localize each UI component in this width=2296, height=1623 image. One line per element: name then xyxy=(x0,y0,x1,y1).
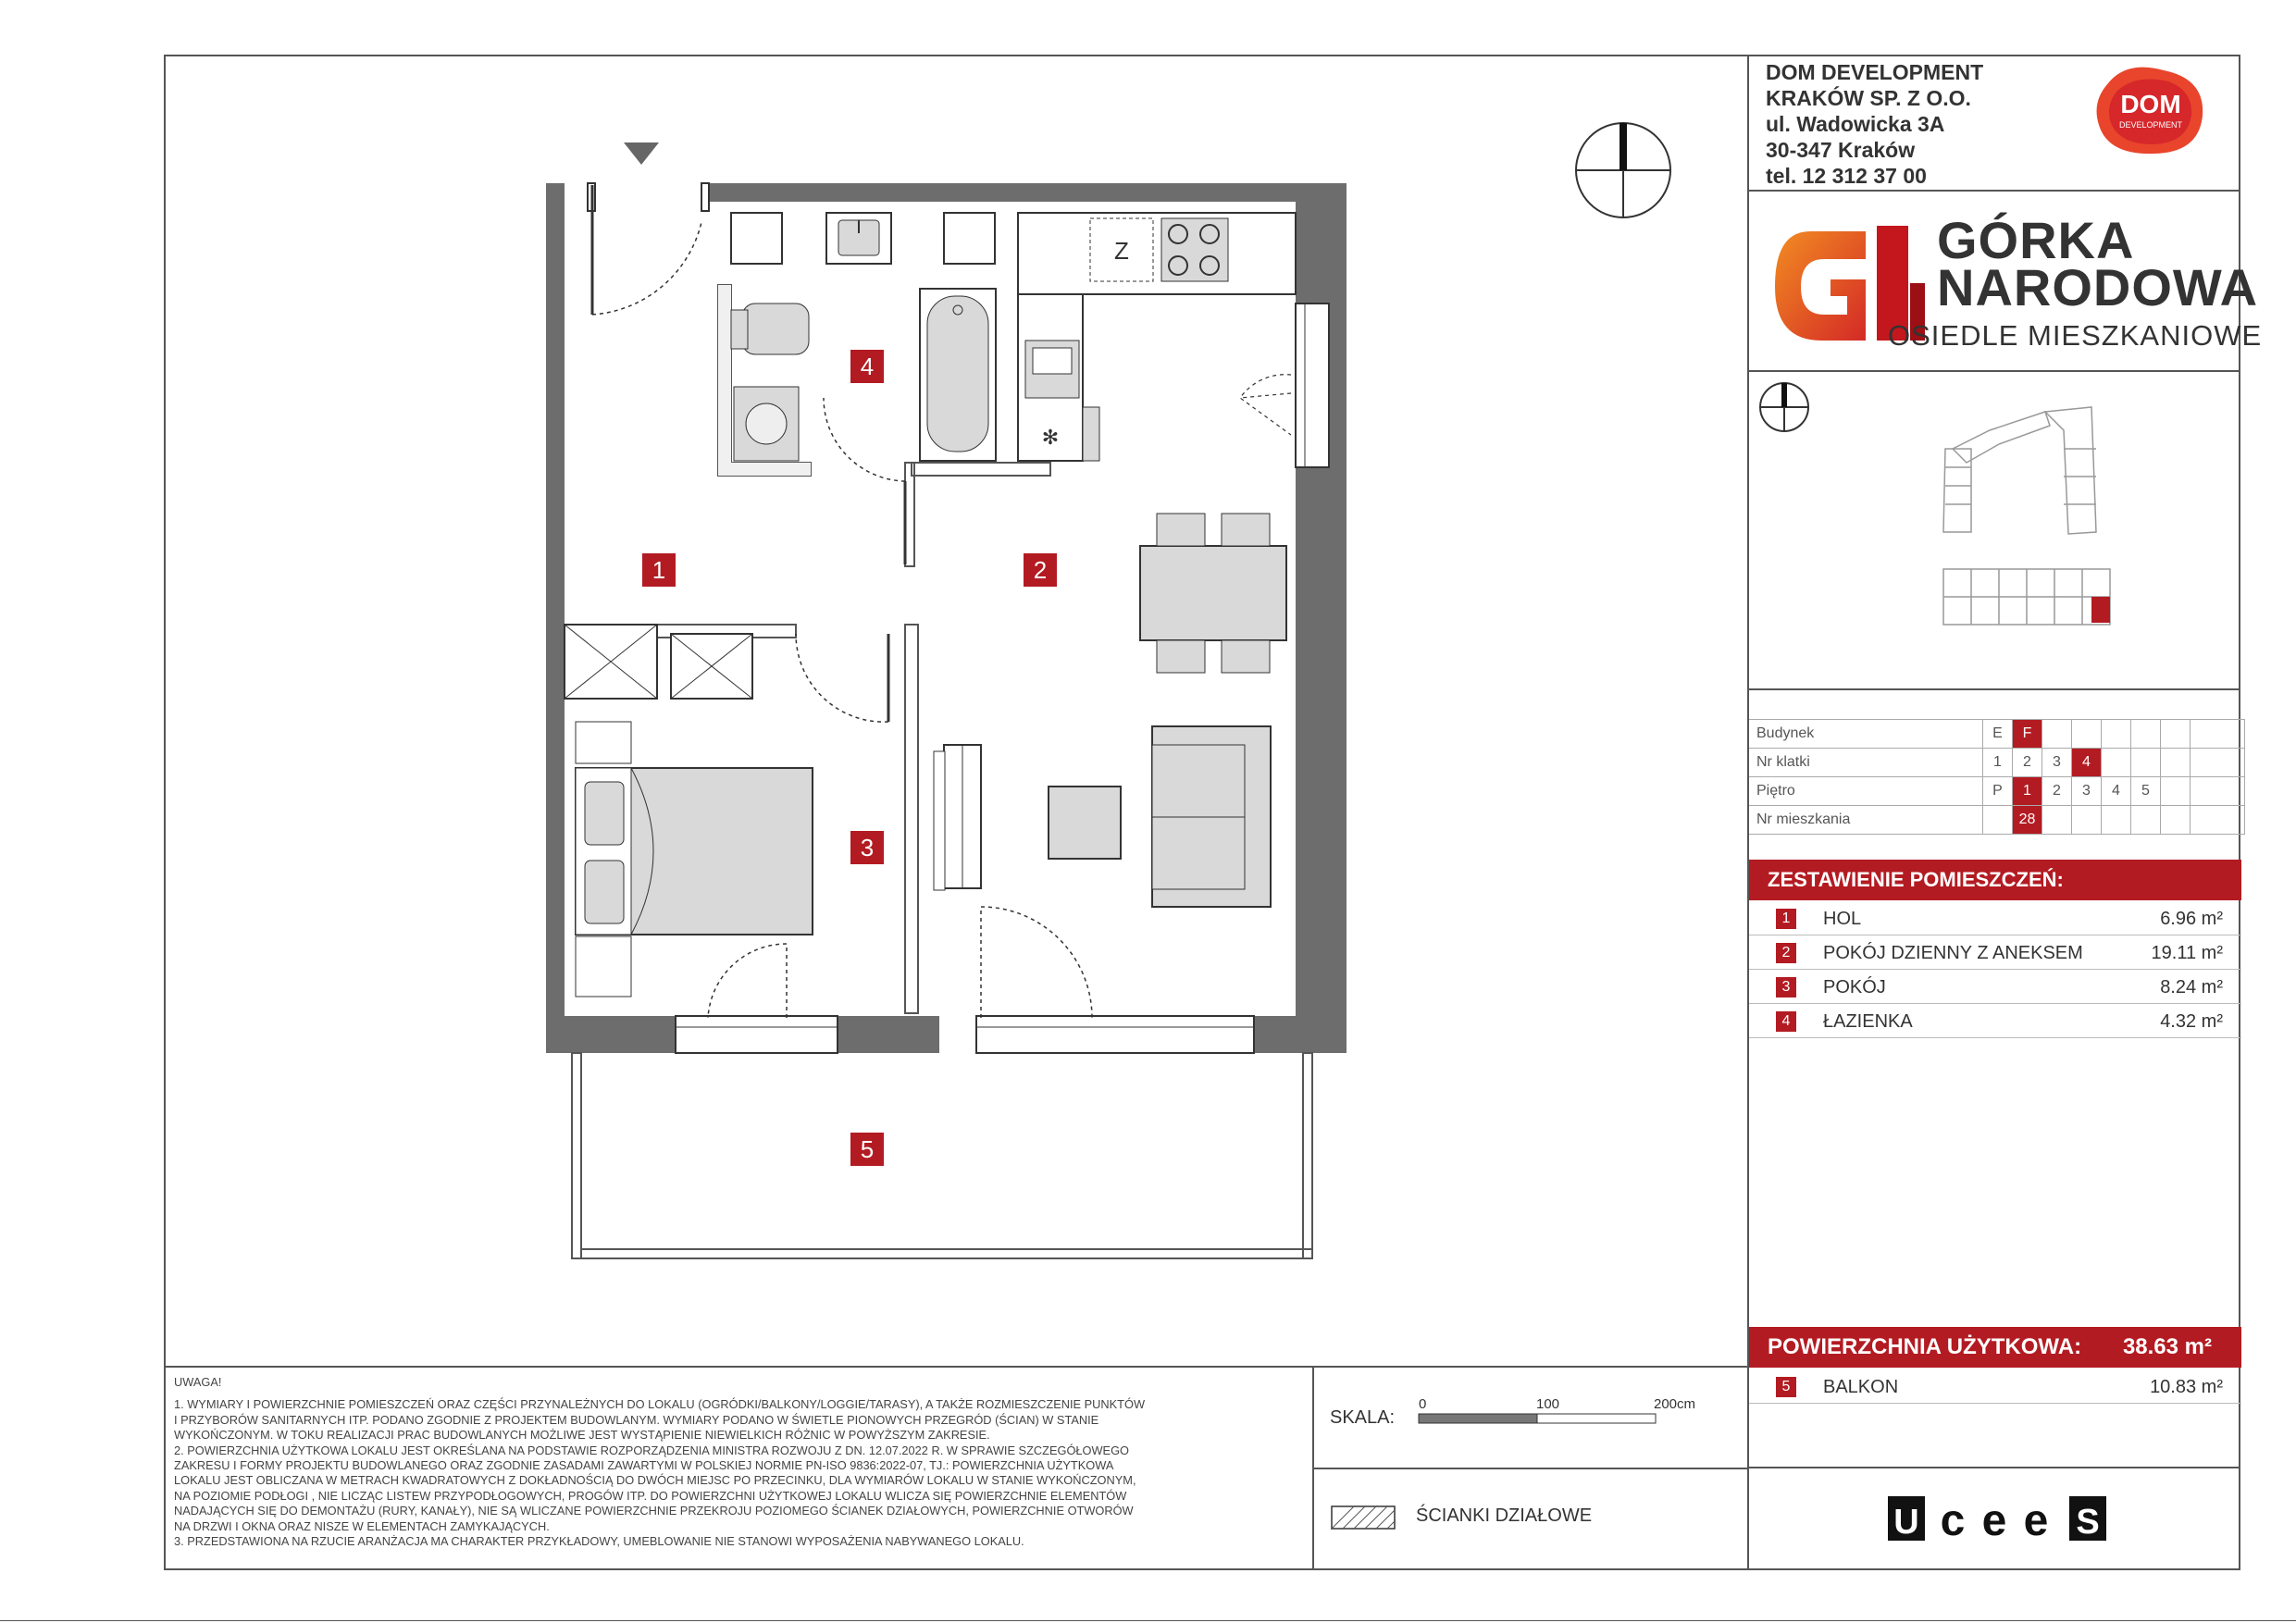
dining-table xyxy=(1140,546,1286,640)
room-number: 2 xyxy=(1776,943,1796,963)
notes-line: 1. WYMIARY I POWIERZCHNIE POMIESZCZEŃ ORAZ CZĘŚCI PRZYNALEŻNYCH DO LOKALU (OGRÓDKI/BALKONY/LOGGIE/TARASY), A TAKŻE ROZMIESZCZENIE PUNKTÓW xyxy=(174,1397,1146,1412)
plan-label-5: 5 xyxy=(850,1133,884,1166)
locator-cell xyxy=(2131,749,2161,777)
locator-label: Budynek xyxy=(1749,720,1983,749)
locator-label: Nr mieszkania xyxy=(1749,806,1983,835)
north-arrow-icon xyxy=(1573,120,1673,220)
locator-cell xyxy=(2191,749,2245,777)
notes-line: ZAKRESU I FORMY PROJEKTU BUDOWLANEGO ORAZ ZGODNIE ZASADAMI ZAWARTYMI W POLSKIEJ NORMIE PN-ISO 9836:2022-07, TJ.: POWIERZCHNIA UŻYTKOWA xyxy=(174,1458,1114,1473)
coffee-table xyxy=(1049,787,1121,859)
locator-cell xyxy=(2191,777,2245,806)
balcony xyxy=(572,1053,1312,1258)
notes-line: 3. PRZEDSTAWIONA NA RZUCIE ARANŻACJA MA CHARAKTER PRZYKŁADOWY, UMEBLOWANIE NIE STANOWI WYPOSAŻENIA NABYWANEGO LOKALU. xyxy=(174,1534,1024,1549)
locator-label: Nr klatki xyxy=(1749,749,1983,777)
notes-divider xyxy=(164,1366,1749,1368)
room-number: 3 xyxy=(1776,977,1796,997)
brand-title-line1: GÓRKA xyxy=(1937,211,2135,269)
brand-subtitle: OSIEDLE MIESZKANIOWE xyxy=(1888,319,2263,352)
ucees-letter: U xyxy=(1893,1503,1919,1542)
room-row xyxy=(1749,970,2241,1004)
scale-tick-100: 100 xyxy=(1536,1396,1560,1412)
locator-table xyxy=(1749,719,2245,835)
room-area: 19.11 m² xyxy=(2151,943,2223,963)
locator-cell xyxy=(2042,806,2072,835)
shaft xyxy=(731,213,782,264)
room-row xyxy=(1749,901,2241,935)
locator-cell xyxy=(2042,720,2072,749)
locator-cell xyxy=(2102,806,2131,835)
room-name: ŁAZIENKA xyxy=(1823,1011,1913,1032)
notes xyxy=(174,1375,1298,1549)
locator-cell: 1 xyxy=(1983,749,2013,777)
locator-cell: P xyxy=(1983,777,2013,806)
brand-title-line2: NARODOWA xyxy=(1937,258,2259,316)
north-arrow-small-icon xyxy=(1758,381,1810,433)
room-name: BALKON xyxy=(1823,1377,1899,1397)
locator-cell-selected: 28 xyxy=(2013,806,2042,835)
room-number: 1 xyxy=(1776,909,1796,929)
plan-label-3: 3 xyxy=(850,831,884,864)
plan-label-1: 1 xyxy=(642,553,676,587)
locator-cell xyxy=(2102,749,2131,777)
locator-cell: 4 xyxy=(2102,777,2131,806)
ucees-logo xyxy=(1888,1493,2110,1549)
locator-cell-selected: 4 xyxy=(2072,749,2102,777)
locator-cell xyxy=(1983,806,2013,835)
notes-line: NA DRZWI I OKNA ORAZ NISZE W ELEMENTACH ZAMYKAJĄCYCH. xyxy=(174,1518,550,1533)
room-name: POKÓJ DZIENNY Z ANEKSEM xyxy=(1823,943,2083,963)
notes-line: NA POZIOMIE PODŁOGI , NIE LICZĄC LISTEW PRZYPODŁOGOWYCH, PROGÓW ITP. DO POWIERZCHNI UŻYTKOWEJ LOKALU WLICZA SIĘ POWIERZCHNIE ELEMENTÓW xyxy=(174,1488,1127,1503)
locator-cell: 3 xyxy=(2072,777,2102,806)
legend-label: ŚCIANKI DZIAŁOWE xyxy=(1416,1505,1593,1526)
company-line-1: DOM DEVELOPMENT xyxy=(1766,60,1984,84)
logo-divider xyxy=(1747,1467,2240,1468)
company-divider xyxy=(1747,190,2240,192)
locator-row-apartment xyxy=(1749,806,2245,835)
locator-row-building xyxy=(1749,720,2245,749)
notes-title: UWAGA! xyxy=(174,1375,222,1389)
ucees-letter: c xyxy=(1940,1496,1966,1544)
ucees-letter: S xyxy=(2076,1503,2100,1542)
locator-cell xyxy=(2191,720,2245,749)
company-line-3: ul. Wadowicka 3A xyxy=(1766,112,1945,136)
notes-line: NADAJĄCYCH SIĘ DO DEMONTAŻU (RURY, KANAŁY), NIE SĄ WLICZANE POWIERZCHNIE PRZEKROJU POZIOMEGO ŚCIANEK DZIAŁOWYCH, POWIERZCHNIE OTWORÓW xyxy=(174,1504,1134,1518)
locator-cell xyxy=(2131,806,2161,835)
ucees-letter: e xyxy=(1981,1496,2007,1544)
scale-tick-200: 200cm xyxy=(1654,1396,1696,1412)
locator-cell-selected: F xyxy=(2013,720,2042,749)
toilet xyxy=(742,304,809,354)
brand-divider xyxy=(1747,370,2240,372)
usable-area-label: POWIERZCHNIA UŻYTKOWA: xyxy=(1768,1334,2082,1359)
notes-line: WYKOŃCZONYM. W TOKU REALIZACJI PRAC BUDOWLANYCH MOŻLIWE JEST WYSTĄPIENIE NIEWIELKICH RÓŻNIC W POWYŻSZYM ZAKRESIE. xyxy=(174,1428,990,1443)
room-area: 6.96 m² xyxy=(2160,909,2223,929)
company-line-5: tel. 12 312 37 00 xyxy=(1766,164,1927,188)
notes-line: 2. POWIERZCHNIA UŻYTKOWA LOKALU JEST OKREŚLANA NA PODSTAWIE ROZPORZĄDZENIA MINISTRA ROZWOJU Z DN. 12.07.2022 R. W SPRAWIE SZCZEGÓŁOWEGO xyxy=(174,1443,1129,1457)
room-name: HOL xyxy=(1823,909,1862,929)
scale-label: SKALA: xyxy=(1330,1407,1396,1428)
room-row xyxy=(1749,935,2241,970)
balcony-row xyxy=(1749,1369,2241,1404)
locator-label: Piętro xyxy=(1749,777,1983,806)
locator-cell xyxy=(2161,720,2191,749)
page-bottom-line xyxy=(0,1620,2296,1621)
room-number: 4 xyxy=(1776,1011,1796,1032)
dom-development-logo xyxy=(2090,65,2210,157)
locator-cell xyxy=(2072,806,2102,835)
locator-cell: 2 xyxy=(2013,749,2042,777)
notes-line: I PRZYBORÓW SANITARNYCH ITP. PODANO ZGODNIE Z PROJEKTEM BUDOWLANYM. WYMIARY PODANO W ŚWIETLE PIONOWYCH PRZEGRÓD (ŚCIAN) W STANIE xyxy=(174,1412,1099,1427)
locator-cell-selected: 1 xyxy=(2013,777,2042,806)
locator-cell xyxy=(2191,806,2245,835)
company-line-2: KRAKÓW SP. Z O.O. xyxy=(1766,86,1971,110)
locator-cell xyxy=(2161,806,2191,835)
locator-cell: 2 xyxy=(2042,777,2072,806)
rooms-header-text: ZESTAWIENIE POMIESZCZEŃ: xyxy=(1768,868,2064,891)
room-area: 10.83 m² xyxy=(2150,1377,2223,1397)
notes-line: LOKALU JEST OBLICZANA W METRACH KWADRATOWYCH Z DOKŁADNOŚCIĄ DO DWÓCH MIEJSC PO PRZECINKU, DLA WYMIARÓW LOKALU W STANIE WYKOŃCZONYM, xyxy=(174,1473,1136,1488)
scale-legend-divider xyxy=(1312,1468,1749,1469)
usable-area-bar xyxy=(1749,1327,2241,1368)
room-name: POKÓJ xyxy=(1823,977,1886,997)
room-row xyxy=(1749,1004,2241,1038)
locator-cell xyxy=(2102,720,2131,749)
dom-logo-text: DOM xyxy=(2120,90,2181,118)
usable-area-value: 38.63 m² xyxy=(2122,1334,2212,1359)
fridge-label: Z xyxy=(1114,237,1129,265)
scale-tick-0: 0 xyxy=(1419,1396,1427,1412)
key-plan xyxy=(1934,393,2193,643)
locator-cell xyxy=(2131,720,2161,749)
ucees-letter: e xyxy=(2023,1496,2049,1544)
locator-row-stairwell xyxy=(1749,749,2245,777)
rooms-header xyxy=(1749,860,2241,900)
locator-cell xyxy=(2161,749,2191,777)
locator-cell: 3 xyxy=(2042,749,2072,777)
floor-plan xyxy=(537,130,1407,1277)
company-info xyxy=(1766,59,1983,189)
locator-cell xyxy=(2161,777,2191,806)
plan-label-2: 2 xyxy=(1024,553,1057,587)
dom-logo-subtext: DEVELOPMENT xyxy=(2118,120,2183,130)
locator-cell xyxy=(2072,720,2102,749)
entrance-marker-icon xyxy=(624,142,659,165)
company-line-4: 30-347 Kraków xyxy=(1766,138,1916,162)
partition-hatch-icon xyxy=(1331,1505,1396,1530)
svg-text:✻: ✻ xyxy=(1041,426,1060,449)
locator-row-floor xyxy=(1749,777,2245,806)
room-area: 8.24 m² xyxy=(2160,977,2223,997)
room-number: 5 xyxy=(1776,1377,1796,1397)
locator-cell: E xyxy=(1983,720,2013,749)
plan-label-4: 4 xyxy=(850,350,884,383)
room-area: 4.32 m² xyxy=(2160,1011,2223,1032)
kitchen-counter xyxy=(1018,213,1296,294)
scale-bar xyxy=(1411,1395,1717,1432)
locator-cell: 5 xyxy=(2131,777,2161,806)
keyplan-divider xyxy=(1747,688,2240,690)
